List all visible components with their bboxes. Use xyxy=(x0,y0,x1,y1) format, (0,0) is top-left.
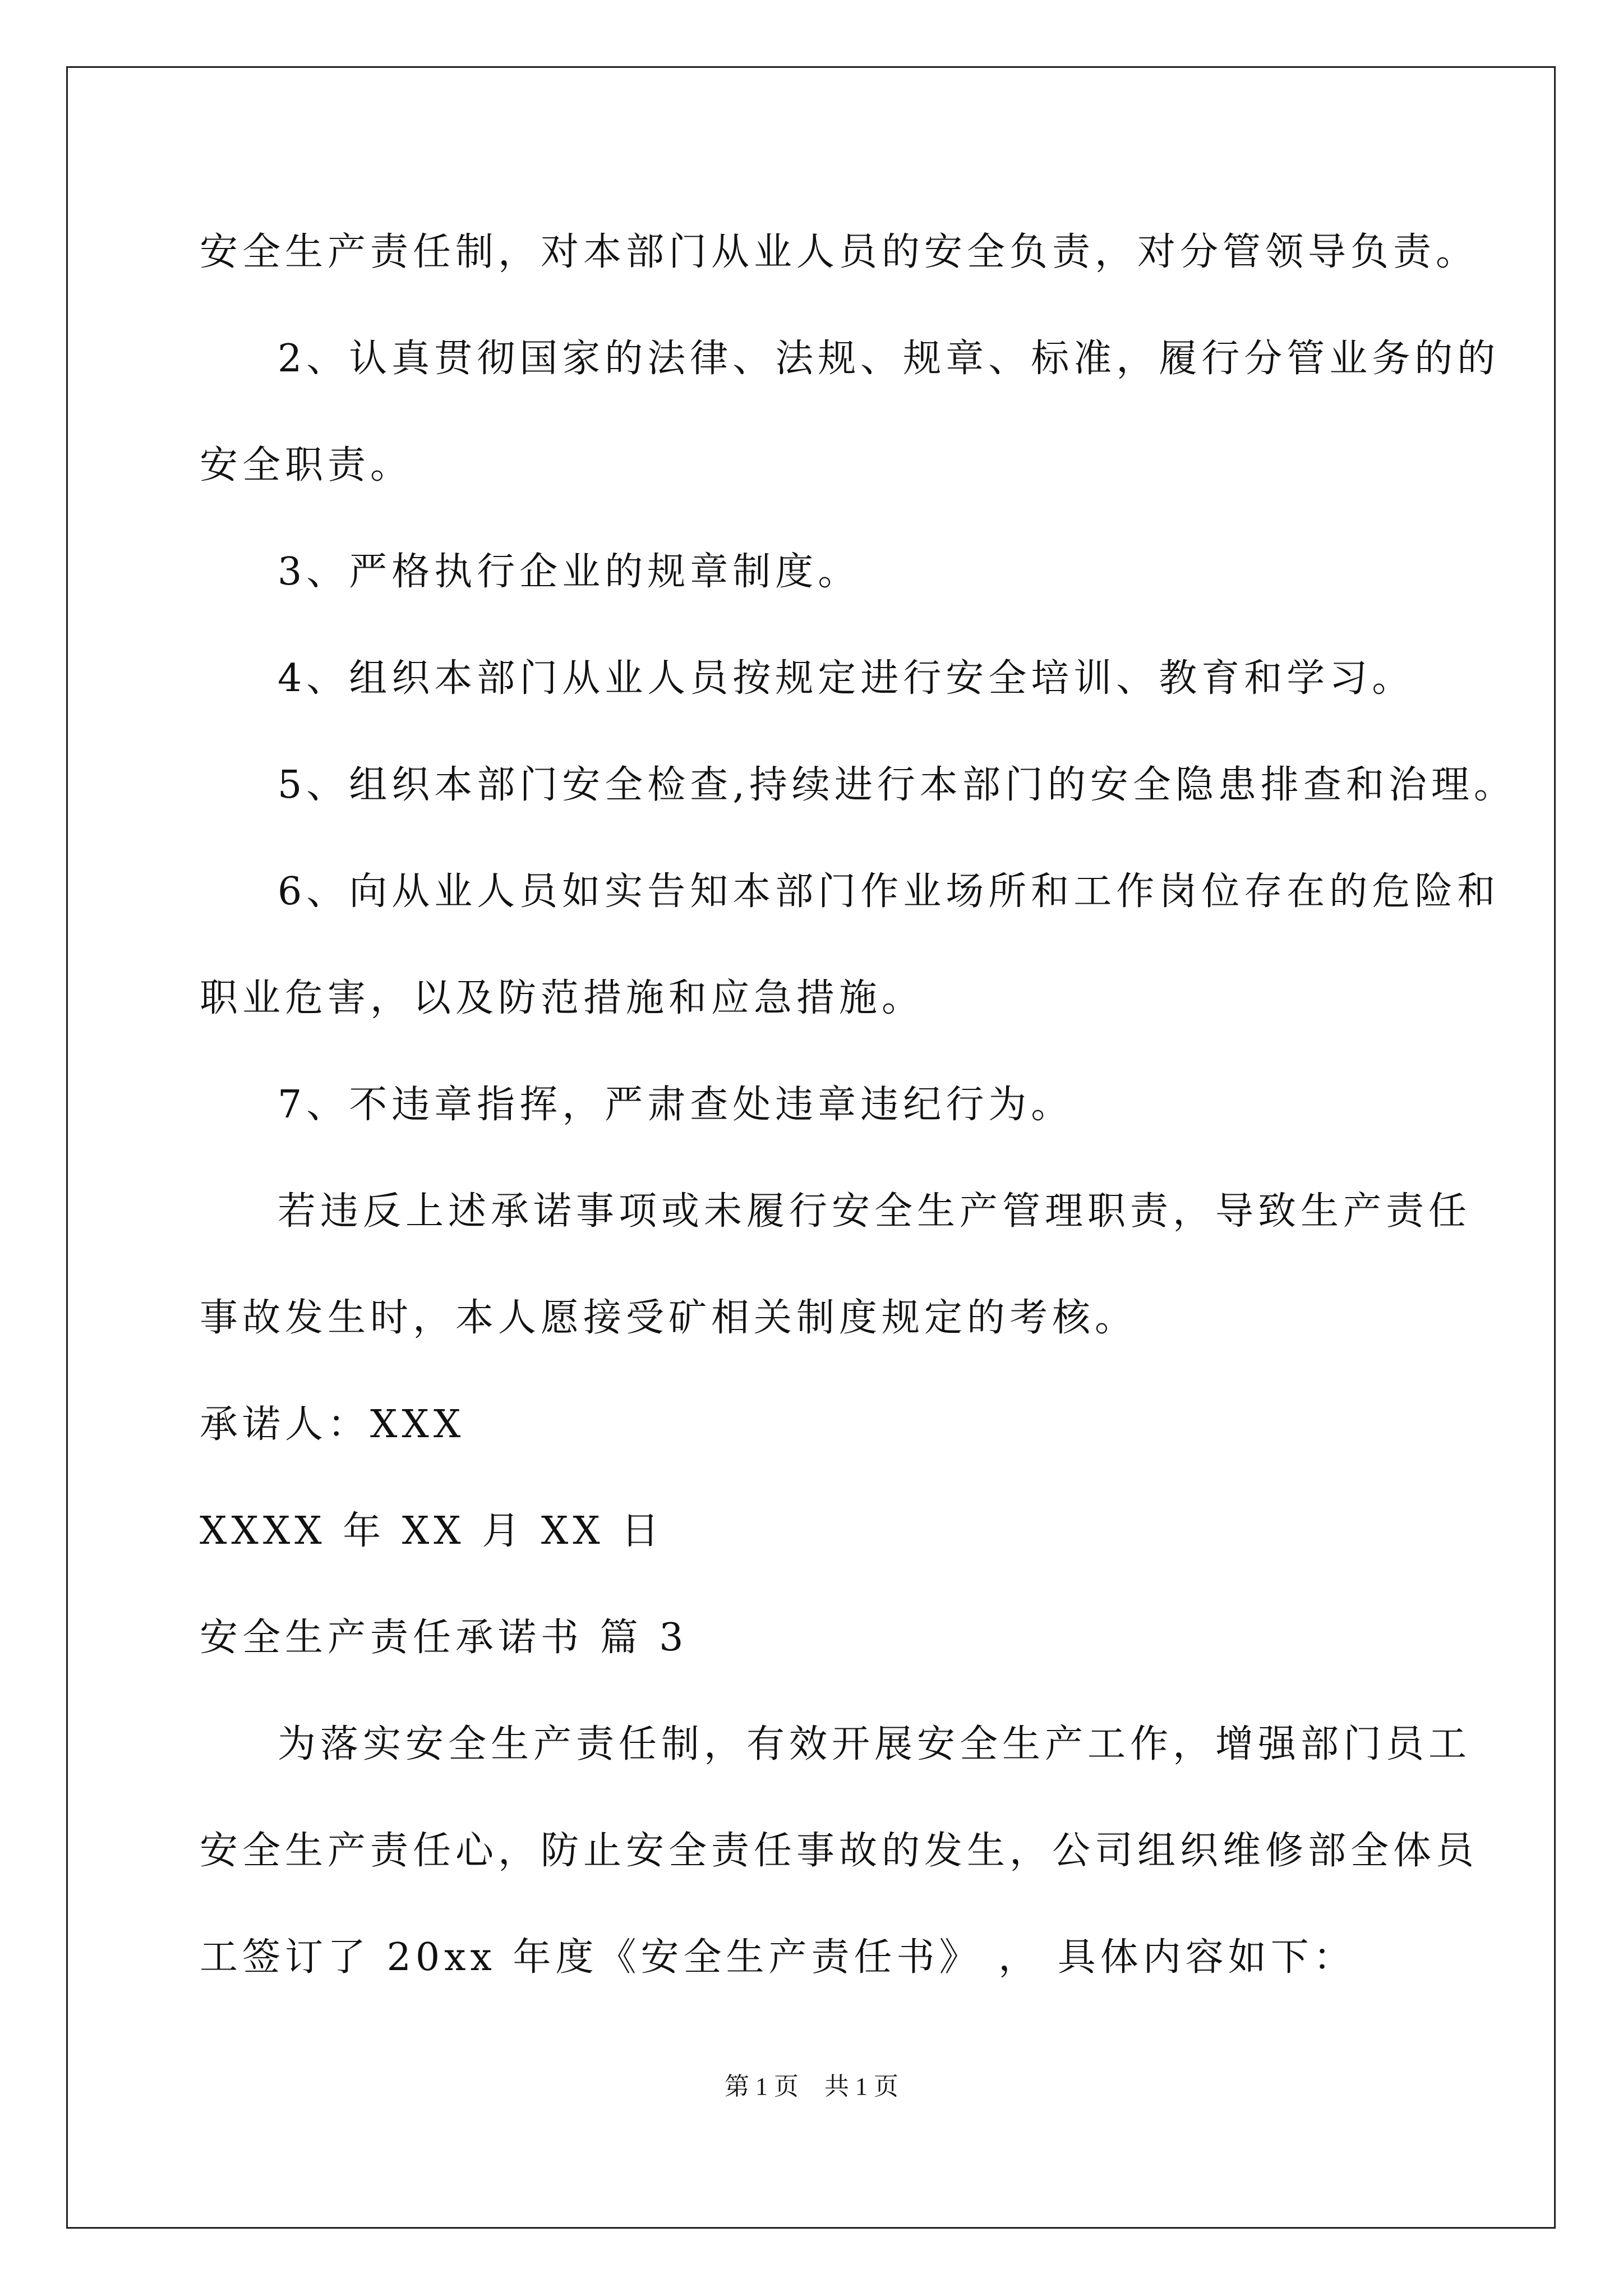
text-line: 若违反上述承诺事项或未履行安全生产管理职责，导致生产责任 xyxy=(278,1189,1472,1234)
page-border xyxy=(66,66,1556,2229)
page-number: 第 1 页 xyxy=(725,2073,799,2100)
section-heading: 安全生产责任承诺书 篇 3 xyxy=(200,1616,688,1660)
date-line: XXXX 年 XX 月 XX 日 xyxy=(200,1509,664,1553)
text-line: 为落实安全生产责任制，有效开展安全生产工作，增强部门员工 xyxy=(278,1722,1472,1766)
text-line: 职业危害，以及防范措施和应急措施。 xyxy=(200,976,925,1020)
signature-line: 承诺人：XXX xyxy=(200,1402,465,1447)
text-line: 工签订了 20xx 年度《安全生产责任书》 ， 具体内容如下： xyxy=(200,1935,1356,1980)
text-line: 2、认真贯彻国家的法律、法规、规章、标准，履行分管业务的的 xyxy=(278,337,1500,381)
text-line: 4、组织本部门从业人员按规定进行安全培训、教育和学习。 xyxy=(278,656,1415,701)
text-line: 5、组织本部门安全检查,持续进行本部门的安全隐患排查和治理。 xyxy=(278,763,1516,807)
text-line: 安全职责。 xyxy=(200,443,413,487)
text-line: 安全生产责任制，对本部门从业人员的安全负责，对分管领导负责。 xyxy=(200,230,1479,274)
text-line: 事故发生时，本人愿接受矿相关制度规定的考核。 xyxy=(200,1296,1138,1340)
text-line: 安全生产责任心，防止安全责任事故的发生，公司组织维修部全体员 xyxy=(200,1829,1479,1873)
text-line: 7、不违章指挥，严肃查处违章违纪行为。 xyxy=(278,1083,1074,1127)
page-total: 共 1 页 xyxy=(824,2073,898,2100)
text-line: 6、向从业人员如实告知本部门作业场所和工作岗位存在的危险和 xyxy=(278,869,1500,914)
text-line: 3、严格执行企业的规章制度。 xyxy=(278,550,861,594)
page-footer xyxy=(0,2070,1623,2104)
